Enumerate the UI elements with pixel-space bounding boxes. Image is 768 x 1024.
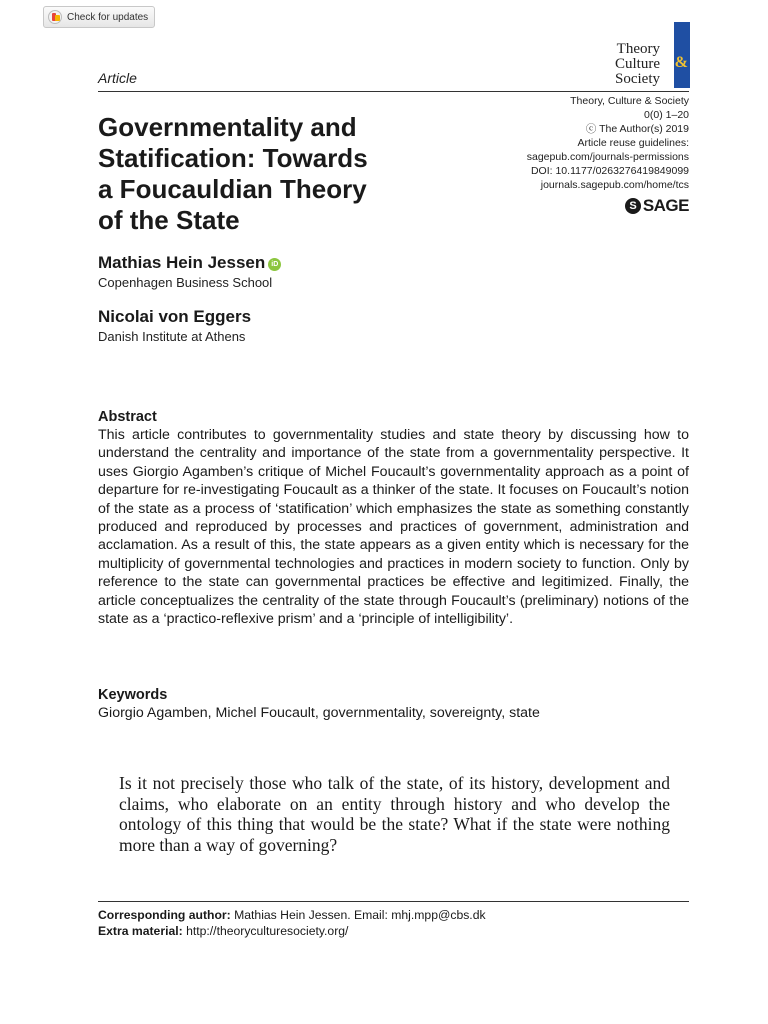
author-1-affiliation: Copenhagen Business School [98, 275, 273, 290]
publication-metadata [527, 94, 689, 192]
permissions-link[interactable]: sagepub.com/journals-permissions [526, 151, 689, 163]
title-line: a Foucauldian Theory [98, 174, 367, 204]
title-line: Governmentality and [98, 112, 357, 142]
epigraph-quote: Is it not precisely those who talk of the state, of its history, development and claims, who elaborate on an entity through history and who develop the ontology of this thing that would be the state? What if the state were nothing more than a way of governing? [119, 773, 670, 855]
sage-logo [625, 196, 689, 216]
keywords-list: Giorgio Agamben, Michel Foucault, governmentality, sovereignty, state [98, 705, 540, 721]
author-2-name: Nicolai von Eggers [98, 307, 252, 326]
sage-mark-icon: S [625, 198, 641, 214]
doi-link[interactable]: DOI: 10.1177/0263276419849099 [530, 165, 689, 177]
extra-material-link[interactable]: http://theoryculturesociety.org/ [186, 924, 349, 938]
title-line: Statification: Towards [98, 143, 368, 173]
sage-wordmark: SAGE [642, 196, 689, 215]
reuse-guidelines-label: Article reuse guidelines: [577, 137, 689, 149]
journal-logo [598, 22, 690, 88]
logo-ampersand: & [674, 54, 688, 71]
corresponding-author-label: Corresponding author: [98, 908, 231, 922]
author-2-affiliation: Danish Institute at Athens [98, 329, 246, 344]
corresponding-author-text: Mathias Hein Jessen. Email: mhj.mpp@cbs.dk [234, 908, 486, 922]
abstract-text: This article contributes to governmentality studies and state theory by discussing how to understand the centrality and importance of the state from a governmentality perspective. It uses Giorgio Agamben’s critique of Michel Foucault’s governmentality approach as a point of departure for re-investigating Foucault as a thinker of the state. It focuses on Foucault’s notion of the state as a process of ‘statification’ which emphasizes the state as something constantly produced and reproduced by processes and practices of government, administration and acclamation. As a result of this, the state appears as a given entity which is necessary for the multiplicity of governmental technologies and practices in modern society to function. Only by reference to the state can governmental practices be effective and legitimized. Finally, the article conceptualizes the centrality of the state through Foucault’s (preliminary) notions of the state as a ‘practico-reflexive prism’ and a ‘principle of intelligibility’. [98, 427, 689, 628]
check-for-updates-label: Check for updates [67, 11, 149, 23]
title-line: of the State [98, 205, 240, 235]
abstract-heading: Abstract [98, 409, 157, 425]
logo-line-theory: Theory [616, 41, 660, 57]
keywords-heading: Keywords [98, 687, 168, 703]
check-for-updates-button[interactable] [43, 6, 155, 28]
issue-pages: 0(0) 1–20 [644, 109, 689, 121]
footnote-divider [98, 901, 689, 902]
journal-home-link[interactable]: journals.sagepub.com/home/tcs [540, 179, 689, 191]
journal-name: Theory, Culture & Society [570, 95, 689, 107]
keywords-section [98, 686, 689, 722]
abstract-section [98, 408, 689, 628]
header-divider [98, 91, 689, 92]
logo-line-culture: Culture [615, 56, 660, 72]
article-type-label: Article [98, 70, 137, 86]
orcid-icon[interactable]: iD [268, 258, 281, 271]
author-name [98, 253, 281, 273]
logo-line-society: Society [615, 71, 660, 87]
crossmark-icon [48, 10, 62, 24]
corresponding-author-note [98, 908, 486, 922]
extra-material-label: Extra material: [98, 924, 183, 938]
article-title [98, 112, 443, 236]
author-1-name: Mathias Hein Jessen [98, 253, 266, 272]
extra-material-note [98, 924, 348, 938]
copyright-notice: ⓒ The Author(s) 2019 [585, 123, 689, 135]
logo-wordmark [615, 42, 660, 87]
